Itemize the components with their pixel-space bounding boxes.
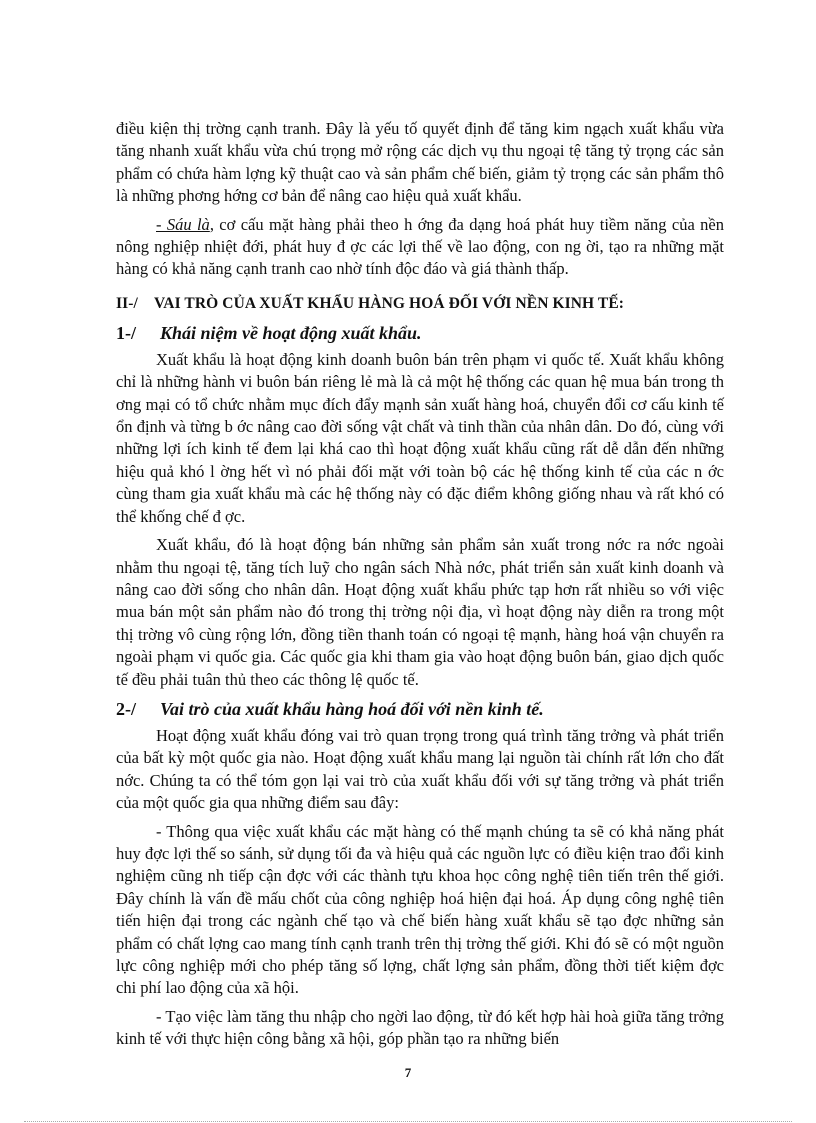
paragraph: - Tạo việc làm tăng thu nhập cho ngời lao động, từ đó kết hợp hài hoà giữa tăng trởng kinh tế với thực hiện công bằng xã hội, góp phần tạo ra những biến bbox=[116, 1006, 724, 1049]
section-title: VAI TRÒ CỦA XUẤT KHẨU HÀNG HOÁ ĐỐI VỚI NỀN KINH TẾ: bbox=[154, 294, 625, 312]
section-number: II-/ bbox=[116, 294, 138, 312]
paragraph: Xuất khẩu là hoạt động kinh doanh buôn bán trên phạm vi quốc tế. Xuất khẩu không chỉ là những hành vi buôn bán riêng lẻ mà là cả một hệ thống các quan hệ mua bán trong th ơng mại có tổ chức nhằm mục đích đẩy mạnh sản xuất hàng hoá, chuyển đổi cơ cấu kinh tế ổn định và từng b ớc nâng cao đời sống vật chất và tinh thần của nhân dân. Do đó, cùng với những lợi ích kinh tế đem lại khá cao thì hoạt động xuất khẩu cũng rất dễ dẫn đến những hiệu quả khó l ờng hết vì nó phải đối mặt với toàn bộ các hệ thống kinh tế của các n ớc cùng tham gia xuất khẩu mà các hệ thống này có đặc điểm không giống nhau và rất khó có thể khống chế đ ợc. bbox=[116, 349, 724, 526]
page-number: 7 bbox=[404, 1065, 412, 1080]
sau-la-text: , cơ cấu mặt hàng phải theo h ớng đa dạng hoá phát huy tiềm năng của nền nông nghiệp nhiệt đới, phát huy đ ợc các lợi thế về lao động, con ng ời, tạo ra những mặt hàng có khả năng cạnh tranh cao nhờ tính độc đáo và giá thành thấp. bbox=[116, 214, 724, 279]
subsection-title: Khái niệm về hoạt động xuất khẩu. bbox=[160, 322, 422, 343]
subsection-number: 2-/ bbox=[116, 698, 136, 719]
paragraph-sau-la bbox=[116, 214, 724, 281]
subsection-title: Vai trò của xuất khẩu hàng hoá đối với nền kinh tế. bbox=[160, 698, 544, 719]
document-body bbox=[116, 118, 724, 1057]
page-bottom-rule bbox=[24, 1121, 792, 1122]
paragraph: - Thông qua việc xuất khẩu các mặt hàng có thế mạnh chúng ta sẽ có khả năng phát huy đợc lợi thế so sánh, sử dụng tối đa và hiệu quả các nguồn lực có điều kiện trao đổi kinh nghiệm cũng nh tiếp cận đợc với các thành tựu khoa học công nghệ tiên tiến trên thế giới. Đây chính là vấn đề mấu chốt của công nghiệp hoá hiện đại hoá. Áp dụng công nghệ tiên tiến hiện đại trong các ngành chế tạo và chế biến hàng xuất khẩu sẽ tạo đợc những sản phẩm có chất lợng cao mang tính cạnh tranh trên thị trờng thế giới. Khi đó sẽ có một nguồn lực công nghiệp mới cho phép tăng số lợng, chất lợng sản phẩm, đồng thời tiết kiệm đợc chi phí lao động của xã hội. bbox=[116, 821, 724, 998]
subsection-heading-1 bbox=[116, 321, 724, 345]
paragraph-continued: điều kiện thị trờng cạnh tranh. Đây là yếu tố quyết định để tăng kim ngạch xuất khẩu vừa tăng nhanh xuất khẩu vừa chú trọng mở rộng các dịch vụ thu ngoại tệ tăng tỷ trọng các sản phẩm có chứa hàm lợng kỹ thuật cao và sản phẩm chế biến, giảm tỷ trọng các sản phẩm thô là những phơng hớng cơ bản để nâng cao hiệu quả xuất khẩu. bbox=[116, 119, 724, 206]
paragraph: Xuất khẩu, đó là hoạt động bán những sản phẩm sản xuất trong nớc ra nớc ngoài nhằm thu ngoại tệ, tăng tích luỹ cho ngân sách Nhà nớc, phát triển sản xuất kinh doanh và nâng cao đời sống cho nhân dân. Hoạt động xuất khẩu phức tạp hơn rất nhiều so với việc mua bán một sản phẩm nào đó trong thị trờng nội địa, vì hoạt động này diễn ra trong một thị trờng vô cùng rộng lớn, đồng tiền thanh toán có ngoại tệ mạnh, hàng hoá vận chuyển ra ngoài phạm vi quốc gia. Các quốc gia khi tham gia vào hoạt động buôn bán, giao dịch quốc tế đều phải tuân thủ theo các thông lệ quốc tế. bbox=[116, 535, 724, 689]
subsection-number: 1-/ bbox=[116, 322, 136, 343]
subsection-heading-2 bbox=[116, 697, 724, 721]
paragraph: Hoạt động xuất khẩu đóng vai trò quan trọng trong quá trình tăng trởng và phát triển của bất kỳ một quốc gia nào. Hoạt động xuất khẩu mang lại nguồn tài chính rất lớn cho đất nớc. Chúng ta có thể tóm gọn lại vai trò của xuất khẩu đối với sự tăng trởng và phát triển của một quốc gia qua những điểm sau đây: bbox=[116, 725, 724, 813]
section-heading bbox=[116, 293, 724, 315]
sau-la-lead: - Sáu là bbox=[156, 214, 210, 234]
